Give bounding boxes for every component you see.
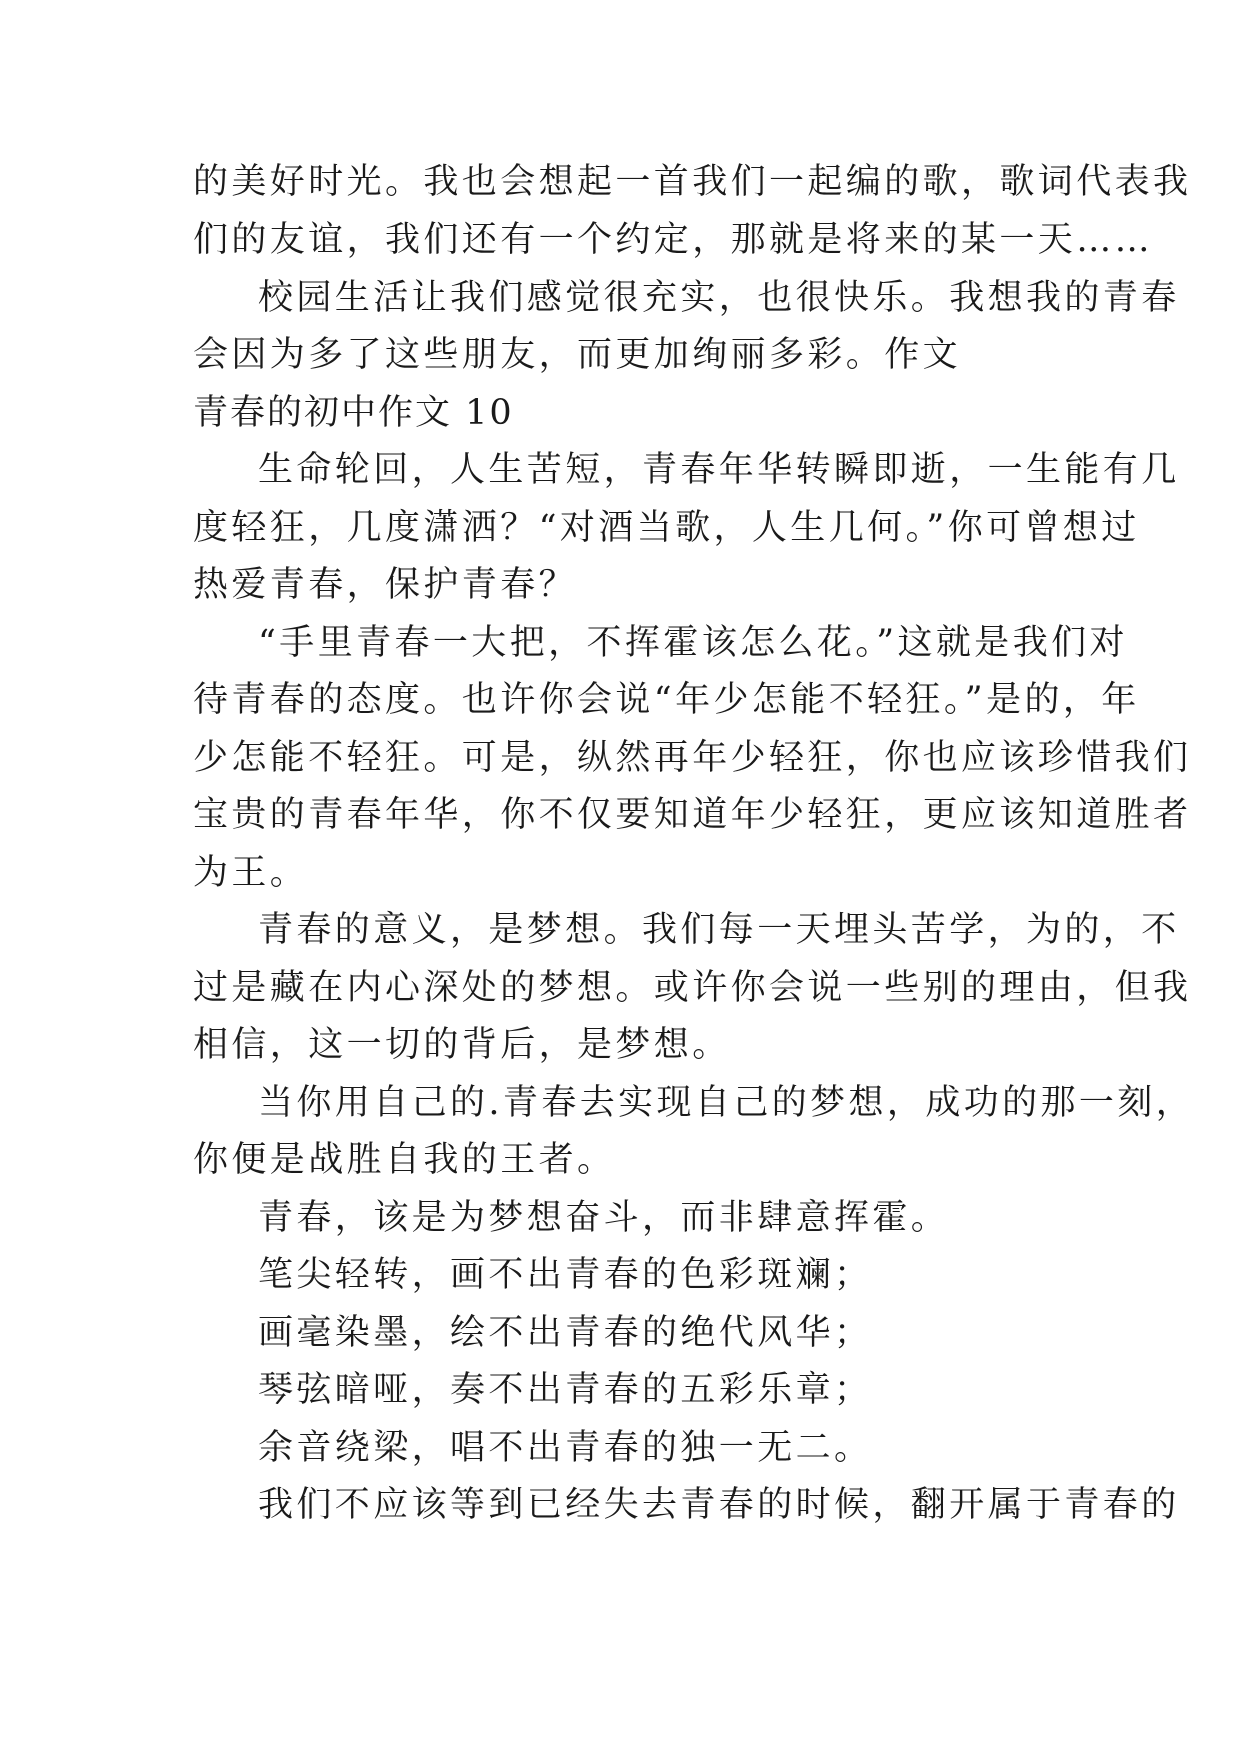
text-line: 们的友谊，我们还有一个约定，那就是将来的某一天…… <box>193 220 1154 260</box>
text-line: 待青春的态度。也许你会说“年少怎能不轻狂。”是的，年 <box>193 680 1140 720</box>
section-heading: 青春的初中作文 10 <box>193 393 514 433</box>
text-line: 宝贵的青春年华，你不仅要知道年少轻狂，更应该知道胜者 <box>193 795 1192 835</box>
paragraph-start: “手里青春一大把，不挥霍该怎么花。”这就是我们对 <box>258 623 1128 663</box>
paragraph-start: 琴弦暗哑，奏不出青春的五彩乐章； <box>258 1370 873 1410</box>
text-line: 为王。 <box>193 853 309 893</box>
paragraph-start: 我们不应该等到已经失去青春的时候，翻开属于青春的 <box>258 1485 1180 1525</box>
paragraph-start: 校园生活让我们感觉很充实，也很快乐。我想我的青春 <box>258 278 1180 318</box>
text-line: 的美好时光。我也会想起一首我们一起编的歌，歌词代表我 <box>193 162 1192 202</box>
paragraph-start: 当你用自己的.青春去实现自己的梦想，成功的那一刻， <box>258 1083 1195 1123</box>
text-line: 你便是战胜自我的王者。 <box>193 1140 616 1180</box>
text-line: 少怎能不轻狂。可是，纵然再年少轻狂，你也应该珍惜我们 <box>193 738 1192 778</box>
text-line: 度轻狂，几度潇洒？“对酒当歌，人生几何。”你可曾想过 <box>193 508 1140 548</box>
paragraph-start: 画毫染墨，绘不出青春的绝代风华； <box>258 1313 873 1353</box>
paragraph-start: 笔尖轻转，画不出青春的色彩斑斓； <box>258 1255 873 1295</box>
paragraph-start: 余音绕梁，唱不出青春的独一无二。 <box>258 1428 873 1468</box>
paragraph-start: 生命轮回，人生苦短，青春年华转瞬即逝，一生能有几 <box>258 450 1180 490</box>
text-line: 过是藏在内心深处的梦想。或许你会说一些别的理由，但我 <box>193 968 1192 1008</box>
paragraph-start: 青春的意义，是梦想。我们每一天埋头苦学，为的，不 <box>258 910 1180 950</box>
text-line: 会因为多了这些朋友，而更加绚丽多彩。作文 <box>193 335 962 375</box>
paragraph-start: 青春，该是为梦想奋斗，而非肆意挥霍。 <box>258 1198 950 1238</box>
text-line: 相信，这一切的背后，是梦想。 <box>193 1025 731 1065</box>
text-line: 热爱青春，保护青春？ <box>193 565 578 605</box>
